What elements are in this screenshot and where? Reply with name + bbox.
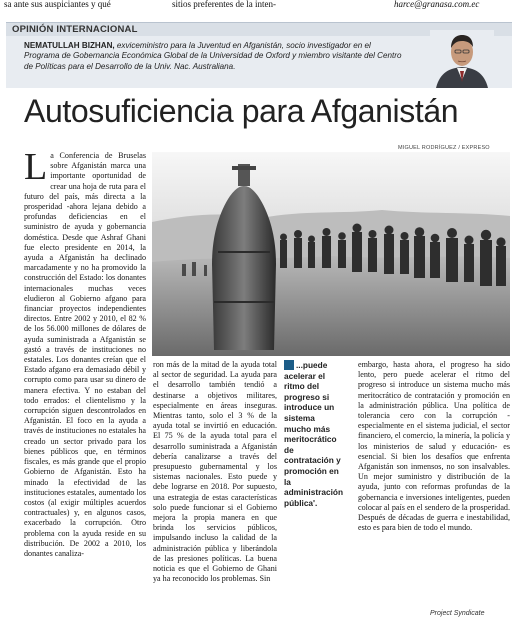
author-name: NEMATULLAH BIZHAN, <box>24 41 115 50</box>
column-2-text: ron más de la mitad de la ayuda total al sector de seguridad. La ayuda para el desarrollo también tendió a destinarse a objetivos militares, especialmente en áreas inseguras. Mientras tanto, solo el 3 % de la ayuda total se invirtió en educación. El 75 % de la ayuda total para el desarrollo suministrada a Afganistán debería canalizarse a través del presupuesto gubernamental y los sistemas nacionales. Esto puede y debe lograrse en 2018. Por supuesto, una estrategia de estas características solo puede funcionar si el Gobierno mejora la propia manera en que brinda los servicios públicos, impulsando incluso la calidad de la administración pública y liberándola de las presiones políticas. La buena noticia es que el Gobierno de Ghani ya ha reconocido los problemas. Sin <box>153 360 277 584</box>
author-bio <box>24 41 406 72</box>
article-column-1 <box>24 146 146 559</box>
article-photo <box>152 152 510 356</box>
top-strip-email: harce@granasa.com.ec <box>394 0 480 9</box>
top-text-strip <box>0 0 521 12</box>
top-strip-left: sa ante sus auspiciantes y qué <box>4 0 111 9</box>
quote-marker-icon <box>284 360 294 370</box>
article-column-2 <box>153 360 277 584</box>
author-description: exviceministro para la Juventud en Afganistán, socio investigador en el Programa de Gobernancia Económica Global de la Universidad de Oxford y miembro visitante del Centro de Políticas para el Desarrollo de la Univ. Nac. Australiana. <box>24 41 402 71</box>
author-portrait <box>430 30 494 88</box>
drop-cap: L <box>24 146 48 188</box>
article-column-3 <box>358 360 510 533</box>
column-1-text: a Conferencia de Bruselas sobre Afganistán marca una importante oportunidad de crear una hoja de ruta para el futuro del país, más directa a la prosperidad -ahora lejana debido a profundas deficiencias en el suministro de ayuda y gobernancia doméstica. Desde que Ashraf Ghani fue electo presidente en 2014, la ayuda a Afganistán ha declinado marcadamente y no ha promovido la construcción del Estado: los donantes internacionales muchas veces eludieron al Gobierno afgano para financiar proyectos independientes directos. Entre 2002 y 2010, el 82 % de los 56.000 millones de dólares de ayuda suministrada a Afganistán se gastó a través de instituciones no estatales. Los donantes creían que el Estado afgano era demasiado débil y corrupto como para usar su dinero de manera efectiva. Y no estaban del todo errados: el clientelismo y la corrupción siguen descontrolados en Afganistán. El foco en la ayuda a través de instituciones no estatales ha creado un sector privado para los bienes públicos que, en términos fiscales, es más grande que el propio Gobierno de Afganistán. Esto ha minado la efectividad de las instituciones estatales, aumentado los costos (al exigir múltiples acuerdos contractuales) y, en algunos casos, exacerbado la corrupción. Otro problema con la ayuda reside en su distribución. De 2002 a 2010, los donantes canaliza- <box>24 151 146 558</box>
source-attribution: Project Syndicate <box>430 610 485 617</box>
headline: Autosuficiencia para Afganistán <box>24 93 459 129</box>
pull-quote <box>284 360 344 508</box>
column-3-text: embargo, hasta ahora, el progreso ha sido lento, pero puede acelerar el ritmo del progreso si introduce un sistema mucho más meritocrático de contratación y promoción en la administración pública. Una política de tolerancia cero con la corrupción -especialmente en el sistema judicial, el sector financiero, el comercio, la minería, la policía y los ministerios de salud y educación- es esencial. Si bien los desafíos que enfrenta Afganistán son inmensos, no son insalvables. Un mejor suministro y distribución de la ayuda, junto con reformas profundas de la gobernancia e inversiones inteligentes, pueden colocar al país en el sendero de la prosperidad. Después de décadas de guerra e inestabilidad, esto es para bien de todo el mundo. <box>358 360 510 533</box>
photo-credit: MIGUEL RODRÍGUEZ / EXPRESO <box>398 145 490 151</box>
top-strip-middle: sitios preferentes de la inten- <box>172 0 276 9</box>
pull-quote-text: ...puede acelerar el ritmo del progreso si introduce un sistema mucho más meritocrático de contratación y promoción en la administración pública'. <box>284 360 344 508</box>
section-label: OPINIÓN INTERNACIONAL <box>12 24 138 35</box>
